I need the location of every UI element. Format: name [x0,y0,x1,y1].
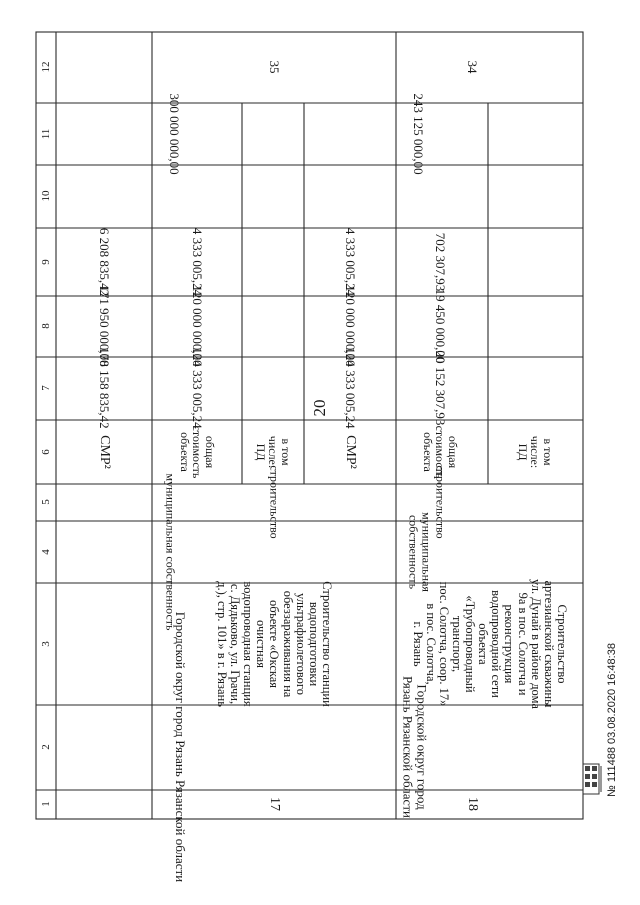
row17-sub-smr: СМР² [343,435,358,469]
row17-col12: 35 [267,60,282,74]
col-number-1: 1 [40,801,52,807]
col-number-12: 12 [40,61,52,73]
row17-type: строительство [267,465,282,539]
row18-total-col9: 702 307,93 [433,232,448,292]
row17-number: 17 [267,797,282,811]
col-number-2: 2 [40,744,52,750]
header-value-col8: 171 950 000,00 [97,285,112,367]
row17-object: Строительство станции водоподготовки ультрафиолетового обеззараживания на объекте «Окская очистная водопроводная станция с. Дядьково, ул. Грачи, д.), стр. 101» в г. Рязань [215,581,335,707]
row18-total-col8: 19 450 000,00 [433,288,448,364]
row17-sub-total: общая стоимость объекта [177,425,217,479]
row17-smr-col7: 124 333 005,24 [343,347,358,429]
row18-sub-pd: в том числе: ПД [515,435,555,469]
row18-object: Строительство артезианской скважины ул. Дунай в районе дома 9а в пос. Солотча и реконструкция водопроводной сети объекта «Трубопроводный транспорт, пос. Солотча, соор. 17» в пос. Солотча, г. Рязань [410,579,569,709]
row17-smr-col9: 4 333 005,24 [343,227,358,297]
row17-total-col9: 4 333 005,24 [190,227,205,297]
document-stamp-icon [580,762,604,798]
col-number-11: 11 [40,128,52,140]
row18-ownership: муниципальная собственность [407,512,434,592]
col-number-3: 3 [40,641,52,647]
header-unit: СМР² [97,435,112,469]
document-footer-stamp: № 111488 03.08.2020 16:48:38 [606,643,618,797]
row17-total-col11: 300 000 000,00 [167,93,182,175]
row18-total-col11: 243 125 000,00 [411,93,426,175]
row18-type: строительство [433,465,448,539]
row18-col12: 34 [465,60,480,74]
row17-smr-col8: 120 000 000,00 [343,285,358,367]
row17-total-col7: 124 333 005,24 [190,347,205,429]
row18-number: 18 [465,797,480,811]
row18-sub-total: общая стоимость объекта [420,425,460,479]
col-number-10: 10 [40,190,52,202]
row17-sub-pd: в том числе: ПД [253,435,293,469]
col-number-7: 7 [40,385,52,391]
page-number: 20 [310,399,329,417]
row18-total-col7: 20 152 307,93 [433,350,448,426]
header-value-col7: 178 158 835,42 [97,347,112,429]
col-number-8: 8 [40,323,52,329]
row17-total-col8: 120 000 000,00 [190,285,205,367]
col-number-6: 6 [40,449,52,455]
col-number-9: 9 [40,259,52,265]
header-value-col9: 6 208 835,42 [97,227,112,297]
row17-ownership: муниципальная собственность [163,473,178,631]
col-number-5: 5 [40,499,52,505]
col-number-4: 4 [40,549,52,555]
row17-municipality: Городской округ город Рязань Рязанской области [173,611,188,883]
row18-municipality: Городской округ город Рязань Рязанской области [401,676,430,818]
